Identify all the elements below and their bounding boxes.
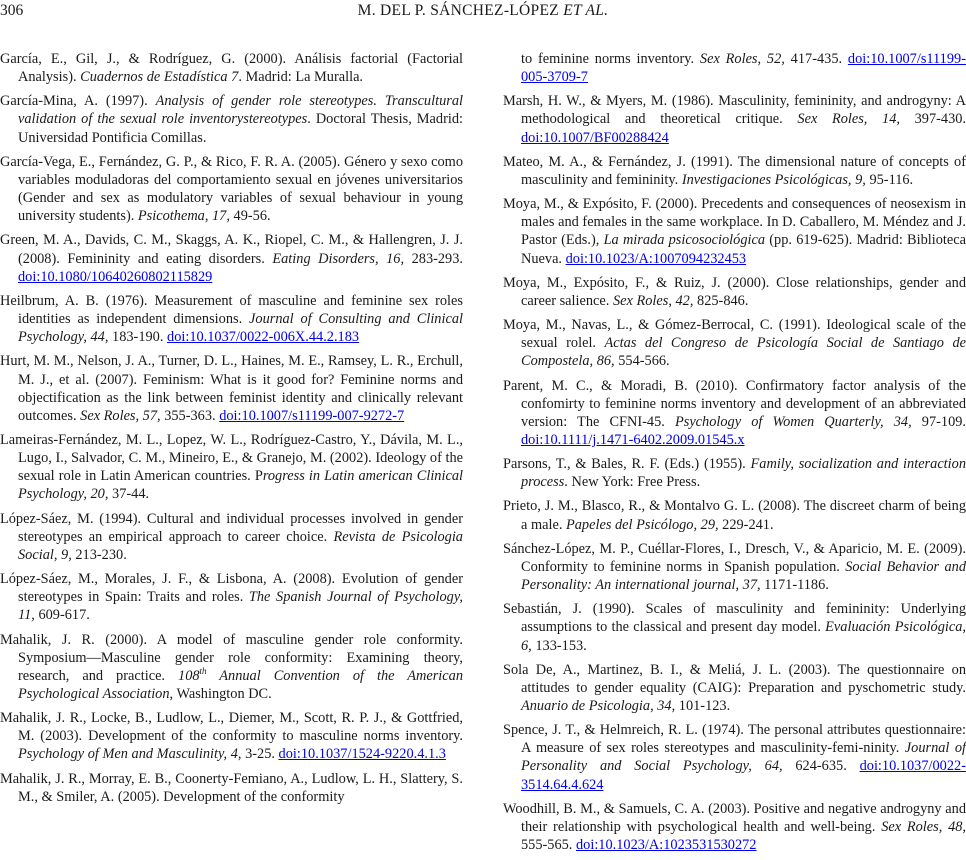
reference-details: 283-293.: [404, 250, 463, 267]
reference-entry: [503, 800, 966, 854]
reference-source: Sex Roles, 52,: [699, 51, 785, 67]
reference-source: Cuadernos de Estadística 7: [80, 69, 239, 86]
reference-entry: [0, 50, 463, 86]
reference-text: Marsh, H. W., & Myers, M. (1986). Masculinity, femininity, and androgyny: A methodological and theoretical critique.: [503, 93, 966, 128]
reference-entry: [0, 570, 463, 624]
page-header: [0, 0, 966, 24]
reference-superscript: th: [199, 666, 207, 677]
reference-entry: [503, 497, 966, 533]
reference-source: rogress in Latin american Clinical Psychology, 20,: [18, 468, 463, 503]
reference-source: The Spanish Journal of Psychology, 11,: [18, 589, 463, 624]
reference-text: Moya, M., & Expósito, F. (2000). Precedents and consequences of neosexism in males and females in the same workplace. In D. Caballero, M. Méndez and J. Pastor (Eds.),: [503, 196, 966, 249]
reference-text: Sánchez-López, M. P., Cuéllar-Flores, I., Dresch, V., & Aparicio, M. E. (2009). Conformity to feminine norms in Spanish population.: [503, 540, 966, 575]
reference-entry: [503, 540, 966, 594]
reference-text: Moya, M., Expósito, F., & Ruiz, J. (2000). Close relationships, gender and career salience.: [503, 274, 966, 309]
reference-source: Psicothema, 17,: [137, 208, 230, 225]
reference-details: . Doctoral Thesis, Madrid: Universidad Pontificia Comillas.: [18, 111, 463, 146]
reference-entry: [503, 195, 966, 268]
reference-entry: [0, 153, 463, 226]
reference-text: Heilbrum, A. B. (1976). Measurement of masculine and feminine sex roles identities as independent dimensions.: [0, 292, 463, 328]
reference-entry: [503, 661, 966, 715]
reference-source: Family, socialization and interaction process: [521, 456, 966, 491]
reference-text: Parent, M. C., & Moradi, B. (2010). Confirmatory factor analysis of the confomirty to feminine norms inventory and development of an abbreviated version: The CFNI-45.: [503, 377, 966, 430]
reference-source: Social Behavior and Personality: An international journal, 37,: [521, 558, 966, 594]
reference-details: 97-109.: [911, 413, 966, 430]
reference-details: 37-44.: [108, 486, 150, 503]
doi-link[interactable]: doi:10.1023/A:1023531530272: [575, 837, 757, 854]
reference-details: 1171-1186.: [760, 577, 829, 594]
reference-entry: [503, 50, 966, 86]
reference-details: 49-56.: [229, 208, 271, 225]
reference-source: Journal of Consulting and Clinical Psychology, 44,: [18, 311, 463, 346]
reference-text: Prieto, J. M., Blasco, R., & Montalvo G. L. (2008). The discreet charm of being a male.: [503, 498, 966, 533]
reference-text: Mahalik, J. R., Locke, B., Ludlow, L., Diemer, M., Scott, R. P. J., & Gottfried, M. (2003). Development of the conformity to masculine norms inventory.: [0, 710, 463, 745]
reference-details: 555-565.: [521, 837, 576, 854]
reference-text: Woodhill, B. M., & Samuels, C. A. (2003). Positive and negative androgyny and their relationship with psychological health and well-being.: [503, 800, 966, 835]
reference-text: Moya, M., Navas, L., & Gómez-Berrocal, C. (1991). Ideological scale of the sexual rolel.: [503, 317, 966, 352]
reference-entry: [0, 92, 463, 146]
reference-entry: [503, 600, 966, 654]
reference-details: 229-241.: [718, 516, 774, 533]
reference-details: 624-635.: [782, 758, 860, 775]
reference-details: 3-25.: [241, 746, 279, 763]
reference-entry: [0, 709, 463, 763]
doi-link[interactable]: doi:10.1037/0022-006X.44.2.183: [167, 329, 360, 346]
reference-entry: [0, 770, 463, 806]
reference-text: García-Mina, A. (1997).: [0, 93, 156, 110]
reference-details: 213-230.: [71, 546, 127, 563]
reference-details: 133-153.: [531, 637, 587, 654]
reference-text: Spence, J. T., & Helmreich, R. L. (1974). The personal attributes questionnaire: A measure of sex roles stereotypes and masculinity-femi-ninity.: [503, 722, 966, 757]
reference-source: Papeles del Psicólogo, 29,: [566, 516, 719, 533]
reference-details: . Madrid: La Muralla.: [238, 69, 364, 86]
reference-source: Annual Convention of the American Psychological Association: [18, 667, 463, 702]
reference-source: Psychology of Women Quarterly, 34,: [674, 413, 912, 430]
reference-entry: [0, 292, 463, 346]
reference-source: La mirada psicosociológica: [603, 232, 766, 249]
reference-details: 397-430.: [899, 111, 966, 128]
reference-source: Revista de Psicologia Social, 9,: [18, 528, 463, 563]
reference-entry: [503, 377, 966, 450]
reference-text: García-Vega, E., Fernández, G. P., & Rico, F. R. A. (2005). Género y sexo como variables moduladoras del comportamiento sexual en jóvenes universitarios (Gender and sex as modulatory variables of sexual behaviour in young university students).: [0, 153, 463, 225]
reference-source: 108: [178, 667, 200, 684]
reference-details: 355-363.: [160, 407, 220, 424]
doi-link[interactable]: doi:10.1080/10640260802115829: [18, 268, 213, 285]
reference-entry: [0, 231, 463, 285]
reference-text: García, E., Gil, J., & Rodríguez, G. (2000). Análisis factorial (Factorial Analysis).: [0, 51, 463, 86]
reference-text: Sebastián, J. (1990). Scales of masculinity and femininity: Underlying assumptions to the classical and present day model.: [503, 601, 966, 636]
running-head-authors: M. DEL P. SÁNCHEZ-LÓPEZ: [357, 2, 559, 19]
reference-text: Parsons, T., & Bales, R. F. (Eds.) (1955).: [503, 456, 751, 473]
reference-entry: [0, 431, 463, 504]
reference-source: Psychology of Men and Masculinity, 4,: [18, 746, 242, 763]
reference-details: . New York: Free Press.: [564, 474, 701, 491]
reference-details: 95-116.: [865, 171, 914, 188]
reference-entry: [0, 510, 463, 564]
reference-entry: [503, 316, 966, 370]
reference-entry: [0, 352, 463, 425]
reference-pages: 825-846.: [693, 292, 749, 309]
reference-entry: [503, 274, 966, 310]
reference-text: to feminine norms inventory.: [521, 51, 700, 67]
reference-source: Sex Roles, 57,: [80, 407, 161, 424]
doi-link[interactable]: doi:10.1007/s11199-007-9272-7: [219, 407, 405, 424]
doi-link[interactable]: doi:10.1037/0022-3514.64.4.624: [521, 758, 966, 793]
reference-text: Lameiras-Fernández, M. L., Lopez, W. L., Rodríguez-Castro, Y., Dávila, M. L., Lugo, I., Salvador, C. M., Mineiro, E., & Granejo, M. (2002). Ideology of the sexual role in Latin American countries. P: [0, 431, 463, 485]
reference-text: Mahalik, J. R. (2000). A model of masculine gender role conformity. Symposium—Masculine gender role conformity: Examining theory, research, and practice.: [0, 631, 463, 684]
reference-details: 554-566.: [614, 353, 670, 370]
reference-entry: [503, 721, 966, 794]
reference-source: Evaluación Psicológica, 6,: [521, 619, 966, 654]
reference-entry: [503, 455, 966, 491]
reference-source: Sex Roles, 14,: [797, 111, 900, 128]
references-right-column: [503, 50, 966, 860]
doi-link[interactable]: doi:10.1007/s11199-005-3709-7: [521, 51, 966, 86]
reference-text: Mahalik, J. R., Morray, E. B., Coonerty-Femiano, A., Ludlow, L. H., Slattery, S. M., & Smiler, A. (2005). Development of the conformity: [0, 770, 463, 805]
reference-text: Green, M. A., Davids, C. M., Skaggs, A. K., Riopel, C. M., & Hallengren, J. J. (2008). Femininity and eating disorders.: [0, 232, 463, 267]
reference-text: Hurt, M. M., Nelson, J. A., Turner, D. L., Haines, M. E., Ramsey, L. R., Erchull, M. J., et al. (2007). Feminism: What is it good for? Feminine norms and objectification as the link between feminist identity and clinically relevant outcomes.: [0, 353, 463, 424]
doi-link[interactable]: doi:10.1037/1524-9220.4.1.3: [278, 746, 446, 763]
doi-link[interactable]: doi:10.1111/j.1471-6402.2009.01545.x: [521, 431, 745, 448]
reference-source: Journal of Personality and Social Psychology, 64,: [521, 740, 966, 775]
reference-details: ,: [668, 292, 676, 309]
reference-details: 183-190.: [108, 329, 168, 346]
reference-details: (pp. 619-625). Madrid: Biblioteca Nueva.: [521, 232, 966, 267]
reference-volume: 42,: [675, 292, 694, 309]
reference-details: , Washington DC.: [169, 686, 272, 702]
reference-text: López-Sáez, M., Morales, J. F., & Lisbona, A. (2008). Evolution of gender stereotypes in Spain: Traits and roles.: [0, 571, 463, 606]
page-number: 306: [0, 2, 24, 19]
reference-details: 609-617.: [34, 607, 90, 624]
reference-source: Eating Disorders, 16,: [272, 250, 405, 267]
references-left-column: [0, 50, 463, 812]
reference-text: Mateo, M. A., & Fernández, J. (1991). The dimensional nature of concepts of masculinity and femininity.: [503, 153, 966, 188]
reference-source: Sex Roles: [612, 292, 669, 309]
reference-text: López-Sáez, M. (1994). Cultural and individual processes involved in gender stereotypes an empirical approach to career choice.: [0, 510, 463, 545]
reference-details: 417-435.: [784, 51, 848, 67]
running-head-et-al: ET AL.: [563, 2, 609, 19]
reference-source: Sex Roles, 48,: [881, 818, 966, 835]
reference-entry: [0, 631, 463, 704]
doi-link[interactable]: doi:10.1007/BF00288424: [521, 129, 669, 146]
reference-source: Investigaciones Psicológicas, 9,: [681, 171, 866, 188]
running-head: [0, 2, 966, 20]
reference-details: 101-123.: [675, 698, 731, 714]
reference-entry: [503, 92, 966, 146]
reference-entry: [503, 153, 966, 189]
reference-text: Sola De, A., Martinez, B. I., & Meliá, J. L. (2003). The questionnaire on attitudes to gender equality (CAIG): Preparation and pyschometric study.: [503, 661, 966, 696]
reference-source: Actas del Congreso de Psicología Social de Santiago de Compostela, 86,: [521, 335, 966, 370]
reference-source: Anuario de Psicologia, 34,: [521, 698, 676, 714]
doi-link[interactable]: doi:10.1023/A:1007094232453: [565, 250, 747, 267]
reference-source: Analysis of gender role stereotypes. Transcultural validation of the sexual role inventorystereotypes: [18, 93, 463, 128]
